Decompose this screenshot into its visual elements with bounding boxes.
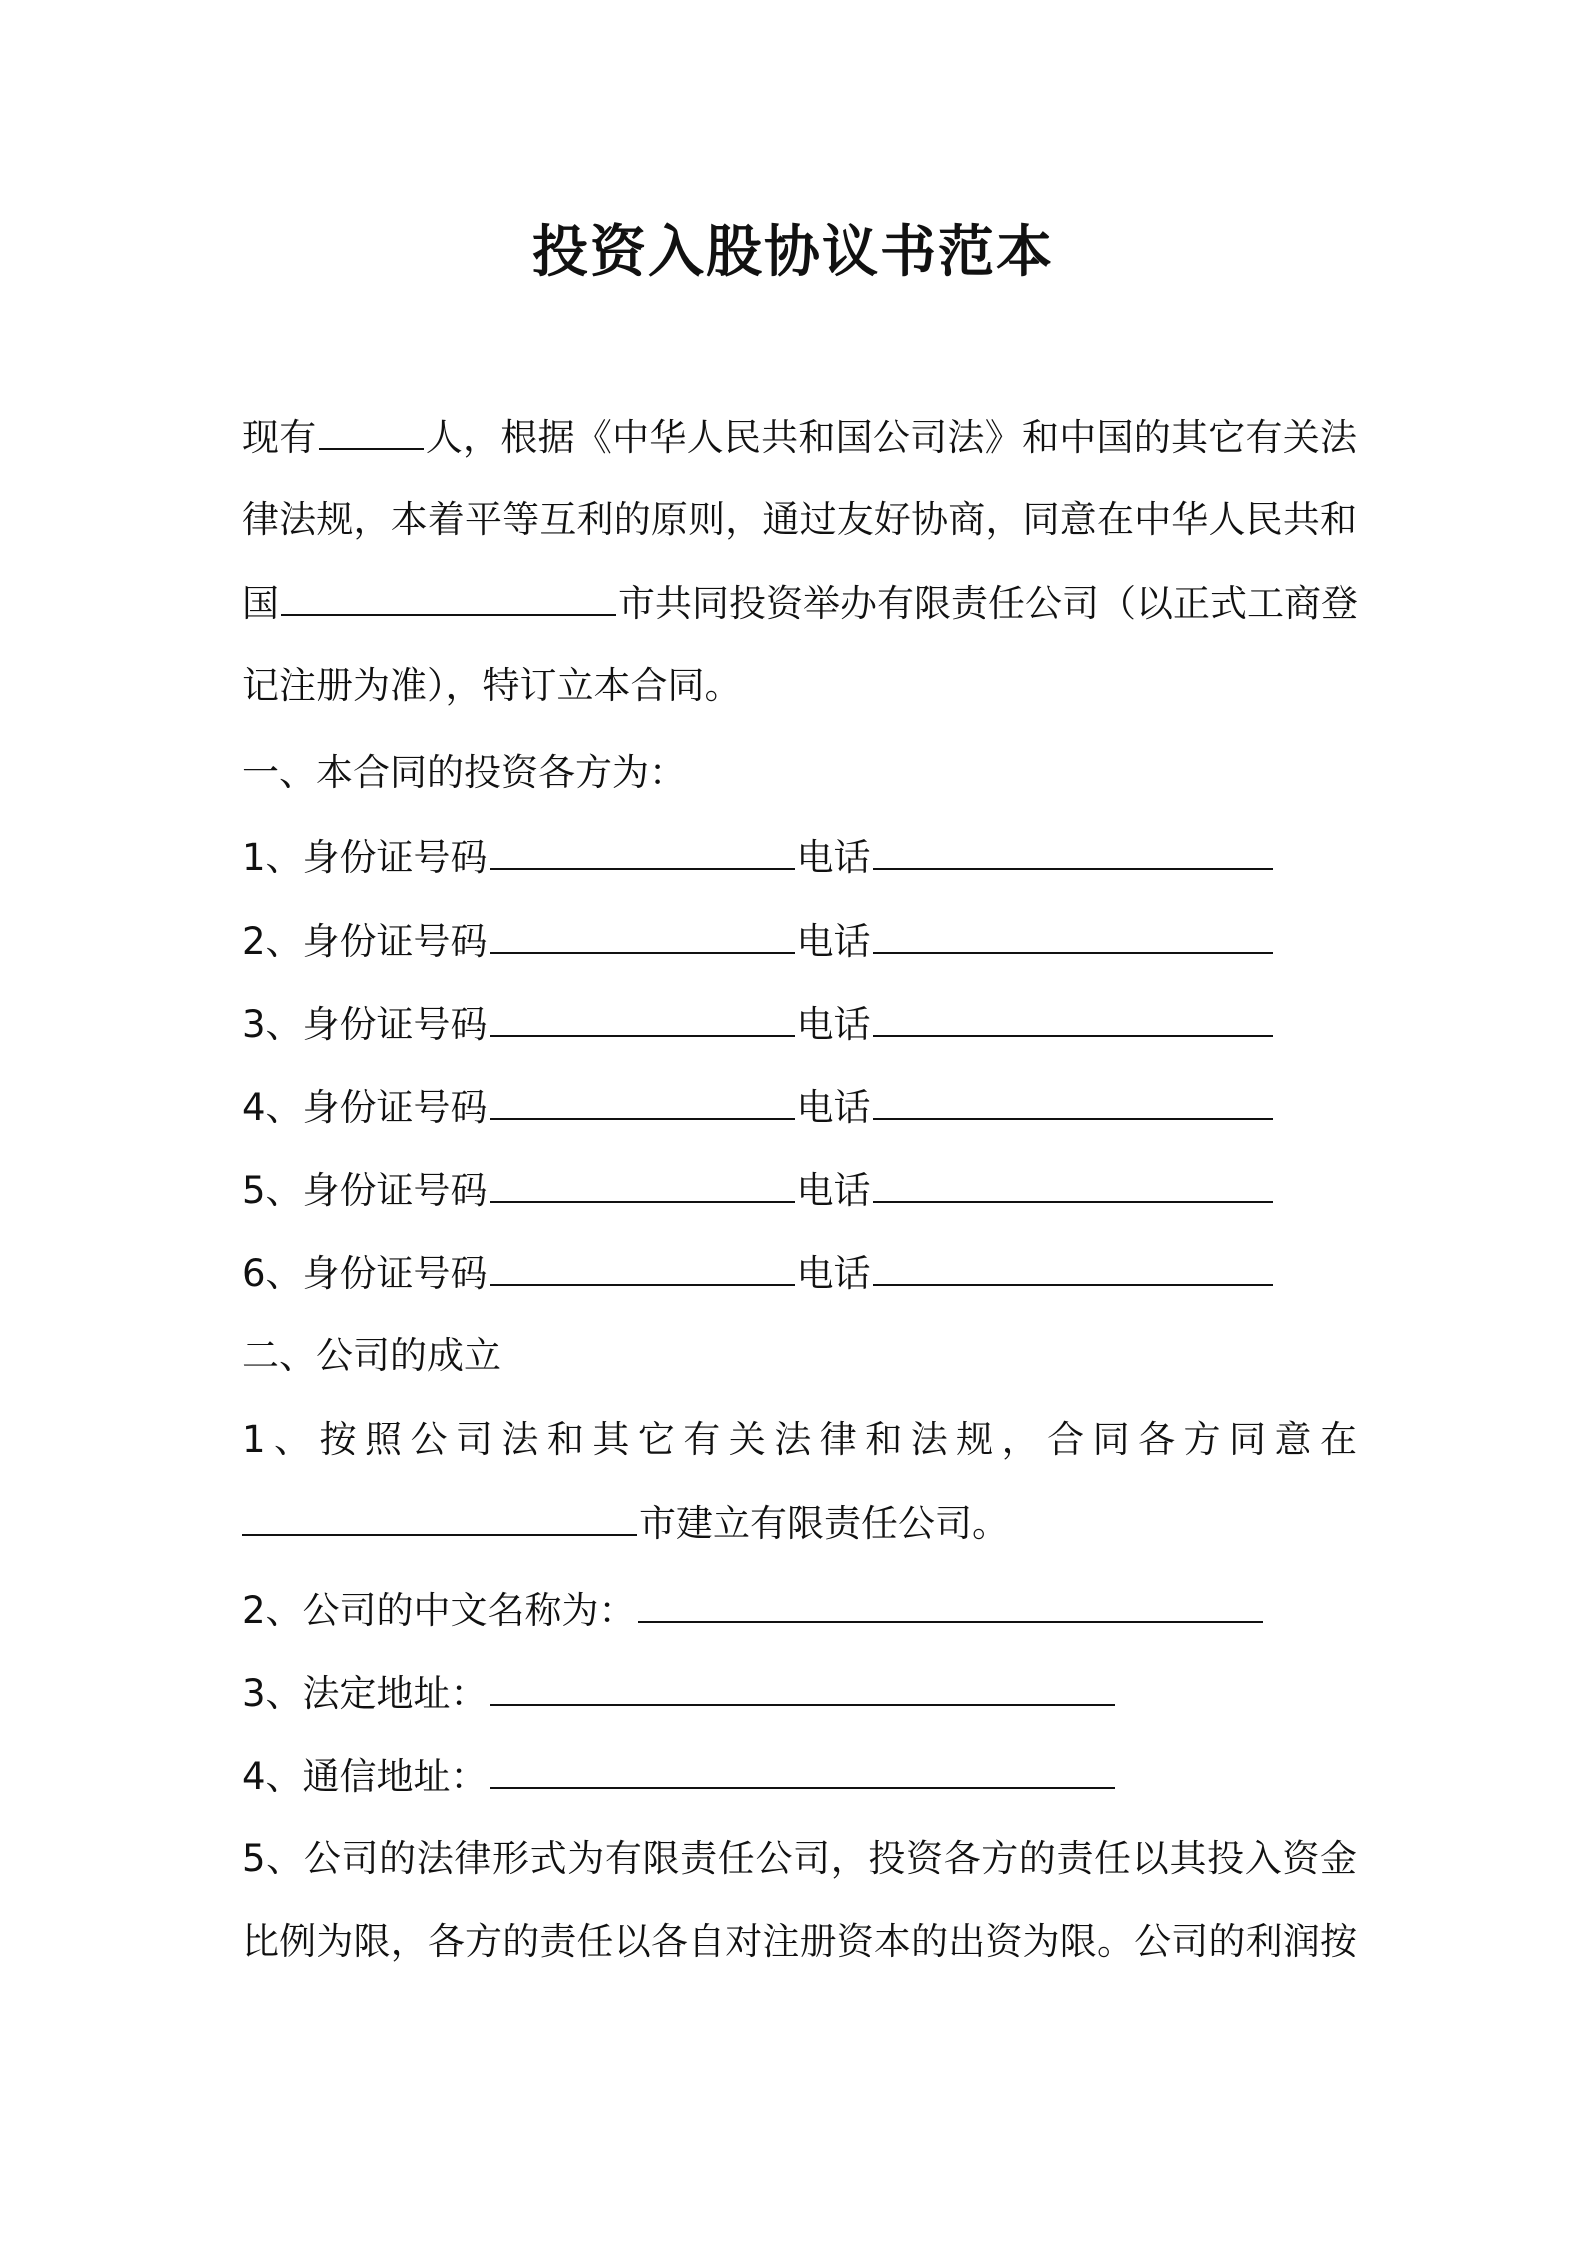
phone-blank[interactable] bbox=[873, 832, 1273, 870]
legal-address-blank[interactable] bbox=[490, 1668, 1115, 1706]
party-number: 1、 bbox=[242, 836, 303, 879]
section-2-item-4 bbox=[242, 1751, 1357, 1802]
intro-line-1 bbox=[242, 412, 1357, 463]
item-text: 市建立有限责任公司。 bbox=[639, 1502, 1009, 1545]
id-label: 身份证号码 bbox=[302, 836, 488, 879]
id-label: 身份证号码 bbox=[302, 1003, 488, 1046]
intro-line-3 bbox=[242, 578, 1357, 629]
intro-line-2: 律法规，本着平等互利的原则，通过友好协商，同意在中华人民共和 bbox=[242, 498, 1357, 541]
phone-blank[interactable] bbox=[873, 999, 1273, 1037]
city-blank[interactable] bbox=[281, 578, 616, 616]
party-count-blank[interactable] bbox=[319, 412, 424, 450]
phone-label: 电话 bbox=[796, 920, 871, 963]
id-number-blank[interactable] bbox=[490, 1082, 795, 1120]
party-number: 3、 bbox=[242, 1003, 303, 1046]
id-number-blank[interactable] bbox=[490, 832, 795, 870]
party-row bbox=[242, 1165, 1357, 1216]
section-2-item-2 bbox=[242, 1585, 1357, 1636]
intro-text: 人，根据《中华人民共和国公司法》和中国的其它有关法 bbox=[425, 416, 1358, 459]
party-number: 6、 bbox=[242, 1252, 303, 1295]
phone-label: 电话 bbox=[796, 836, 871, 879]
phone-label: 电话 bbox=[796, 1003, 871, 1046]
id-number-blank[interactable] bbox=[490, 916, 795, 954]
phone-label: 电话 bbox=[796, 1169, 871, 1212]
intro-text: 市共同投资举办有限责任公司（以正式工商登 bbox=[618, 582, 1358, 625]
establish-city-blank[interactable] bbox=[242, 1498, 637, 1536]
section-2-item-1-line-2 bbox=[242, 1498, 1357, 1549]
id-number-blank[interactable] bbox=[490, 999, 795, 1037]
id-number-blank[interactable] bbox=[490, 1165, 795, 1203]
id-label: 身份证号码 bbox=[302, 1252, 488, 1295]
document-title: 投资入股协议书范本 bbox=[532, 220, 1054, 285]
company-name-blank[interactable] bbox=[638, 1585, 1263, 1623]
item-label: 2、公司的中文名称为： bbox=[242, 1589, 636, 1632]
section-1-heading: 一、本合同的投资各方为： bbox=[242, 751, 686, 794]
phone-label: 电话 bbox=[796, 1086, 871, 1129]
intro-line-4: 记注册为准），特订立本合同。 bbox=[242, 664, 742, 707]
phone-blank[interactable] bbox=[873, 1165, 1273, 1203]
section-2-item-1-line-1: 1、按照公司法和其它有关法律和法规，合同各方同意在 bbox=[242, 1418, 1357, 1461]
party-row bbox=[242, 1082, 1357, 1133]
phone-label: 电话 bbox=[796, 1252, 871, 1295]
id-label: 身份证号码 bbox=[302, 920, 488, 963]
intro-text: 现有 bbox=[242, 416, 317, 459]
section-2-item-5-line-2: 比例为限，各方的责任以各自对注册资本的出资为限。公司的利润按 bbox=[242, 1920, 1357, 1963]
party-number: 2、 bbox=[242, 920, 303, 963]
section-2-heading: 二、公司的成立 bbox=[242, 1334, 501, 1377]
party-row bbox=[242, 999, 1357, 1050]
intro-text: 国 bbox=[242, 582, 279, 625]
phone-blank[interactable] bbox=[873, 916, 1273, 954]
id-label: 身份证号码 bbox=[302, 1169, 488, 1212]
id-label: 身份证号码 bbox=[302, 1086, 488, 1129]
phone-blank[interactable] bbox=[873, 1248, 1273, 1286]
party-number: 5、 bbox=[242, 1169, 303, 1212]
phone-blank[interactable] bbox=[873, 1082, 1273, 1120]
party-number: 4、 bbox=[242, 1086, 303, 1129]
section-2-item-5-line-1: 5、公司的法律形式为有限责任公司，投资各方的责任以其投入资金 bbox=[242, 1837, 1357, 1880]
party-row bbox=[242, 832, 1357, 883]
party-row bbox=[242, 916, 1357, 967]
item-label: 3、法定地址： bbox=[242, 1672, 488, 1715]
party-row bbox=[242, 1248, 1357, 1299]
mailing-address-blank[interactable] bbox=[490, 1751, 1115, 1789]
section-2-item-3 bbox=[242, 1668, 1357, 1719]
id-number-blank[interactable] bbox=[490, 1248, 795, 1286]
item-label: 4、通信地址： bbox=[242, 1755, 488, 1798]
